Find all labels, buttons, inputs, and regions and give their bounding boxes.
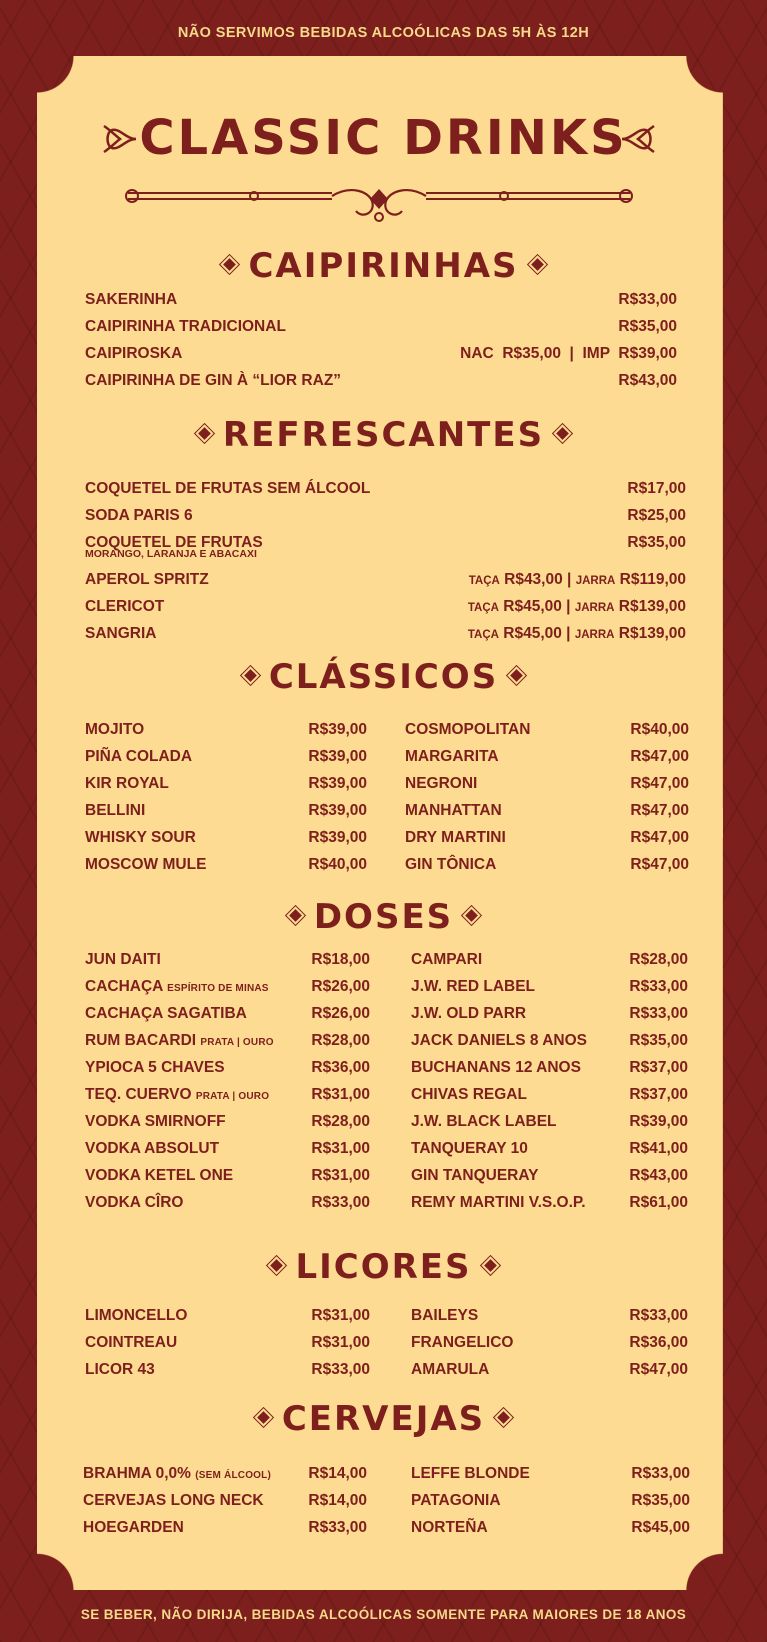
item-price: R$14,00 <box>308 1492 367 1509</box>
menu-item <box>411 1139 688 1159</box>
menu-item <box>85 720 367 740</box>
item-price: R$39,00 <box>629 1113 688 1130</box>
item-price: R$39,00 <box>308 748 367 765</box>
item-name: GIN TANQUERAY <box>411 1167 539 1184</box>
menu-item <box>85 747 367 767</box>
menu-item <box>411 1464 690 1484</box>
title-flourish-divider-icon <box>122 183 636 227</box>
menu-item <box>85 597 686 617</box>
item-name: BAILEYS <box>411 1307 479 1324</box>
menu-item <box>85 479 686 499</box>
item-name: SANGRIA <box>85 625 157 642</box>
item-name: CAIPIRINHA DE GIN À “LIOR RAZ” <box>85 372 342 389</box>
diamond-icon <box>484 1259 497 1272</box>
item-name: NORTEÑA <box>411 1519 488 1536</box>
item-name: RUM BACARDI PRATA | OURO <box>85 1032 274 1049</box>
item-price: R$45,00 <box>631 1519 690 1536</box>
item-price: R$61,00 <box>629 1194 688 1211</box>
item-price: R$31,00 <box>311 1334 370 1351</box>
item-price: R$33,00 <box>311 1361 370 1378</box>
item-price: R$37,00 <box>629 1086 688 1103</box>
section-heading-refrescantes: REFRESCANTES <box>0 415 767 455</box>
menu-item <box>85 774 367 794</box>
item-price: R$33,00 <box>311 1194 370 1211</box>
menu-item <box>411 1360 688 1380</box>
item-price: R$35,00 <box>629 1032 688 1049</box>
menu-item <box>411 1004 688 1024</box>
menu-item <box>85 1166 370 1186</box>
menu-item <box>85 1085 370 1105</box>
item-name: BUCHANANS 12 ANOS <box>411 1059 581 1076</box>
item-price: TAÇA R$45,00 | JARRA R$139,00 <box>467 598 686 615</box>
menu-item <box>85 1139 370 1159</box>
item-price: R$14,00 <box>308 1465 367 1482</box>
diamond-icon <box>510 669 523 682</box>
menu-item <box>85 570 686 590</box>
item-price: R$33,00 <box>629 1307 688 1324</box>
item-name: BELLINI <box>85 802 146 819</box>
menu-item <box>411 1031 688 1051</box>
diamond-icon <box>198 427 211 440</box>
item-price: R$39,00 <box>308 829 367 846</box>
alcohol-hours-notice: NÃO SERVIMOS BEBIDAS ALCOÓLICAS DAS 5H ÀS 12H <box>177 25 590 41</box>
item-note: PRATA | OURO <box>200 1037 274 1048</box>
item-name: MOSCOW MULE <box>85 856 207 873</box>
item-price: R$43,00 <box>629 1167 688 1184</box>
section-heading-classicos: CLÁSSICOS <box>0 657 767 697</box>
item-name: VODKA KETEL ONE <box>85 1167 234 1184</box>
section-heading-doses: DOSES <box>0 897 767 937</box>
item-price: R$31,00 <box>311 1140 370 1157</box>
diamond-icon <box>556 427 569 440</box>
item-price: R$26,00 <box>311 1005 370 1022</box>
item-name: WHISKY SOUR <box>85 829 196 846</box>
item-price: R$39,00 <box>308 775 367 792</box>
item-name: COQUETEL DE FRUTAS <box>85 534 263 551</box>
menu-item <box>85 317 677 337</box>
item-price: R$47,00 <box>630 748 689 765</box>
diamond-icon <box>224 258 237 271</box>
item-name: VODKA SMIRNOFF <box>85 1113 226 1130</box>
item-price: R$31,00 <box>311 1167 370 1184</box>
item-name: TANQUERAY 10 <box>411 1140 528 1157</box>
menu-item <box>85 1004 370 1024</box>
item-name: REMY MARTINI V.S.O.P. <box>411 1194 586 1211</box>
item-name: MARGARITA <box>405 748 499 765</box>
item-price: R$33,00 <box>629 1005 688 1022</box>
diamond-icon <box>465 909 478 922</box>
menu-item <box>85 950 370 970</box>
menu-item <box>411 1333 688 1353</box>
diamond-icon <box>257 1411 270 1424</box>
item-name: MANHATTAN <box>405 802 502 819</box>
menu-item <box>85 1058 370 1078</box>
item-name: KIR ROYAL <box>85 775 169 792</box>
menu-item <box>85 801 367 821</box>
item-price: R$35,00 <box>618 318 677 335</box>
item-price: R$36,00 <box>311 1059 370 1076</box>
menu-item <box>85 371 677 391</box>
menu-item <box>411 1306 688 1326</box>
item-note: ESPÍRITO DE MINAS <box>167 983 269 994</box>
menu-item <box>411 1193 688 1213</box>
menu-item <box>85 1112 370 1132</box>
item-name: TEQ. CUERVO PRATA | OURO <box>85 1086 270 1103</box>
item-price: R$47,00 <box>630 775 689 792</box>
drink-responsibly-notice: SE BEBER, NÃO DIRIJA, BEBIDAS ALCOÓLICAS SOMENTE PARA MAIORES DE 18 ANOS <box>80 1607 687 1622</box>
item-name: GIN TÔNICA <box>405 856 497 873</box>
item-name: MOJITO <box>85 721 145 738</box>
item-name: COQUETEL DE FRUTAS SEM ÁLCOOL <box>85 480 371 497</box>
item-price: R$25,00 <box>627 507 686 524</box>
menu-item <box>83 1518 367 1538</box>
item-price: R$40,00 <box>630 721 689 738</box>
item-name: J.W. RED LABEL <box>411 978 536 995</box>
item-price: R$26,00 <box>311 978 370 995</box>
item-name: COSMOPOLITAN <box>405 721 531 738</box>
item-name: CAIPIROSKA <box>85 345 183 362</box>
item-name: SODA PARIS 6 <box>85 507 193 524</box>
item-price: R$33,00 <box>308 1519 367 1536</box>
diamond-icon <box>289 909 302 922</box>
item-name: NEGRONI <box>405 775 478 792</box>
item-price: NAC R$35,00 | IMP R$39,00 <box>460 345 677 362</box>
item-name: JACK DANIELS 8 ANOS <box>411 1032 587 1049</box>
item-name: VODKA CÎRO <box>85 1194 184 1211</box>
menu-item <box>85 977 370 997</box>
item-name: PATAGONIA <box>411 1492 501 1509</box>
item-price: R$33,00 <box>631 1465 690 1482</box>
item-name: CLERICOT <box>85 598 165 615</box>
item-price: R$41,00 <box>629 1140 688 1157</box>
menu-item <box>405 774 689 794</box>
page-title: CLASSIC DRINKS <box>139 110 628 166</box>
item-price: R$35,00 <box>631 1492 690 1509</box>
menu-item <box>85 290 677 310</box>
item-price: R$28,00 <box>311 1113 370 1130</box>
item-price: R$39,00 <box>308 802 367 819</box>
menu-item <box>83 1464 367 1484</box>
item-name: CACHAÇA ESPÍRITO DE MINAS <box>85 978 269 995</box>
item-price: R$33,00 <box>629 978 688 995</box>
menu-item <box>411 1058 688 1078</box>
menu-item <box>411 950 688 970</box>
item-name: DRY MARTINI <box>405 829 506 846</box>
menu-item <box>405 720 689 740</box>
title-right-ornament-icon <box>620 122 656 156</box>
diamond-icon <box>531 258 544 271</box>
menu-item <box>411 1491 690 1511</box>
menu-item <box>85 533 686 560</box>
item-price: R$47,00 <box>630 802 689 819</box>
item-name: AMARULA <box>411 1361 490 1378</box>
item-name: LICOR 43 <box>85 1361 155 1378</box>
menu-item <box>85 344 677 364</box>
menu-item <box>85 506 686 526</box>
menu-item <box>411 1085 688 1105</box>
item-name: COINTREAU <box>85 1334 178 1351</box>
item-description: MORANGO, LARANJA E ABACAXI <box>85 548 257 560</box>
menu-item <box>85 1333 370 1353</box>
menu-item <box>85 828 367 848</box>
item-price: R$40,00 <box>308 856 367 873</box>
menu-item <box>405 747 689 767</box>
item-price: R$31,00 <box>311 1086 370 1103</box>
item-name: CHIVAS REGAL <box>411 1086 527 1103</box>
menu-item <box>405 828 689 848</box>
item-price: R$37,00 <box>629 1059 688 1076</box>
item-name: J.W. BLACK LABEL <box>411 1113 557 1130</box>
item-name: LIMONCELLO <box>85 1307 188 1324</box>
item-name: JUN DAITI <box>85 951 161 968</box>
item-name: CAIPIRINHA TRADICIONAL <box>85 318 286 335</box>
item-name: SAKERINHA <box>85 291 178 308</box>
item-price: R$31,00 <box>311 1307 370 1324</box>
item-price: R$47,00 <box>630 856 689 873</box>
section-heading-licores: LICORES <box>0 1247 767 1287</box>
item-price: R$43,00 <box>618 372 677 389</box>
menu-item <box>85 855 367 875</box>
item-price: R$18,00 <box>311 951 370 968</box>
item-price: R$39,00 <box>308 721 367 738</box>
item-name: VODKA ABSOLUT <box>85 1140 220 1157</box>
menu-item <box>411 1518 690 1538</box>
item-note: (SEM ÁLCOOL) <box>195 1470 271 1481</box>
menu-item <box>411 1166 688 1186</box>
item-price: R$33,00 <box>618 291 677 308</box>
menu-item <box>405 801 689 821</box>
menu-item <box>85 624 686 644</box>
menu-item <box>85 1306 370 1326</box>
diamond-icon <box>244 669 257 682</box>
menu-item <box>83 1491 367 1511</box>
item-name: BRAHMA 0,0% (SEM ÁLCOOL) <box>83 1465 271 1482</box>
item-price: R$47,00 <box>629 1361 688 1378</box>
diamond-icon <box>497 1411 510 1424</box>
item-name: PIÑA COLADA <box>85 748 193 765</box>
item-name: HOEGARDEN <box>83 1519 184 1536</box>
item-name: CACHAÇA SAGATIBA <box>85 1005 247 1022</box>
item-name: CAMPARI <box>411 951 483 968</box>
item-price: TAÇA R$45,00 | JARRA R$139,00 <box>467 625 686 642</box>
item-price: R$36,00 <box>629 1334 688 1351</box>
item-note: PRATA | OURO <box>195 1091 270 1102</box>
menu-item <box>85 1031 370 1051</box>
menu-item <box>85 1360 370 1380</box>
item-price: R$28,00 <box>629 951 688 968</box>
item-name: LEFFE BLONDE <box>411 1465 530 1482</box>
menu-item <box>85 1193 370 1213</box>
item-name: FRANGELICO <box>411 1334 514 1351</box>
menu-item <box>411 977 688 997</box>
item-name: J.W. OLD PARR <box>411 1005 527 1022</box>
item-price: R$35,00 <box>627 534 686 551</box>
diamond-icon <box>271 1259 284 1272</box>
item-name: YPIOCA 5 CHAVES <box>85 1059 225 1076</box>
item-price: R$28,00 <box>311 1032 370 1049</box>
section-heading-cervejas: CERVEJAS <box>0 1399 767 1439</box>
item-price: TAÇA R$43,00 | JARRA R$119,00 <box>468 571 686 588</box>
item-name: APEROL SPRITZ <box>85 571 209 588</box>
item-price: R$17,00 <box>627 480 686 497</box>
menu-item <box>405 855 689 875</box>
item-price: R$47,00 <box>630 829 689 846</box>
item-name: CERVEJAS LONG NECK <box>83 1492 264 1509</box>
menu-item <box>411 1112 688 1132</box>
section-heading-caipirinhas: CAIPIRINHAS <box>0 246 767 286</box>
